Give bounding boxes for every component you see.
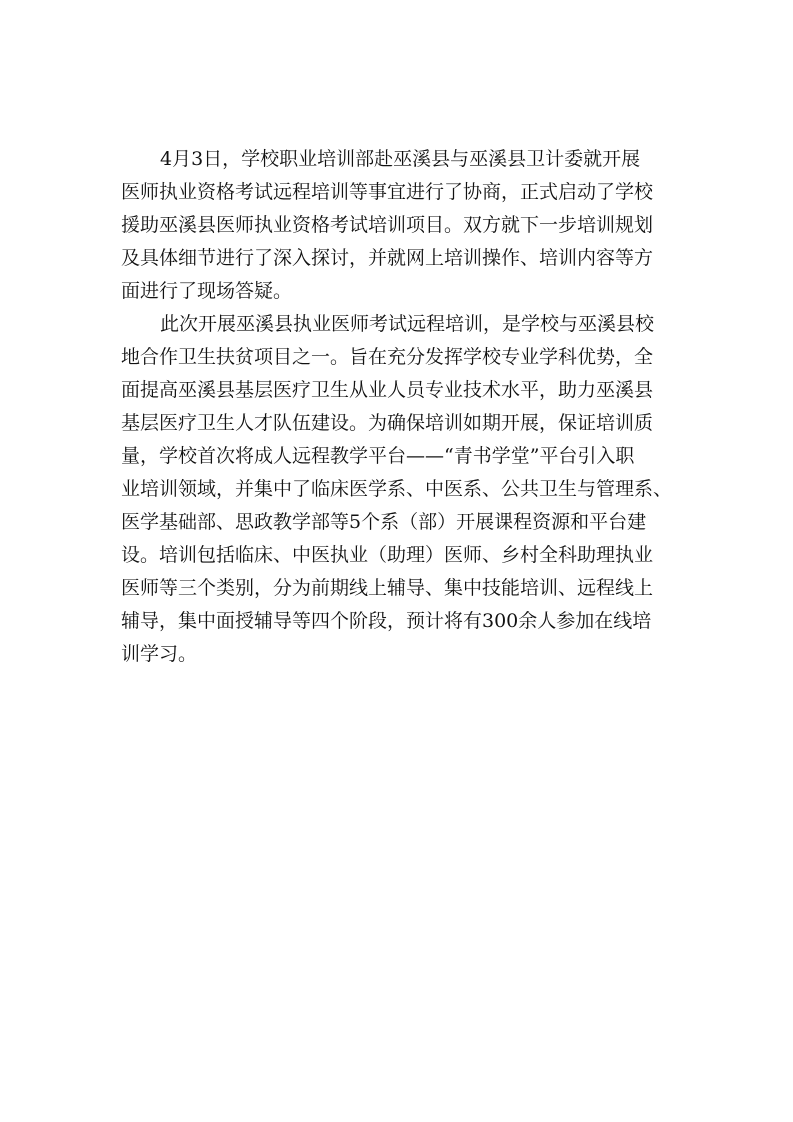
paragraph-line: 量，学校首次将成人远程教学平台——“青书学堂”平台引入职 (121, 445, 635, 467)
paragraph-line: 基层医疗卫生人才队伍建设。为确保培训如期开展，保证培训质 (121, 412, 654, 434)
paragraph-2 (121, 308, 677, 671)
paragraph-line: 医师等三个类别，分为前期线上辅导、集中技能培训、远程线上 (121, 577, 654, 599)
paragraph-line: 及具体细节进行了深入探讨，并就网上培训操作、培训内容等方 (121, 247, 654, 269)
paragraph-line: 4月3日，学校职业培训部赴巫溪县与巫溪县卫计委就开展 (160, 148, 641, 170)
paragraph-line: 辅导，集中面授辅导等四个阶段，预计将有300余人参加在线培 (121, 610, 652, 632)
paragraph-line: 医师执业资格考试远程培训等事宜进行了协商，正式启动了学校 (121, 181, 654, 203)
paragraph-line: 援助巫溪县医师执业资格考试培训项目。双方就下一步培训规划 (121, 214, 654, 236)
document-body (121, 143, 677, 671)
paragraph-line: 地合作卫生扶贫项目之一。旨在充分发挥学校专业学科优势，全 (121, 346, 654, 368)
paragraph-line: 此次开展巫溪县执业医师考试远程培训，是学校与巫溪县校 (160, 313, 655, 335)
paragraph-line: 设。培训包括临床、中医执业（助理）医师、乡村全科助理执业 (121, 544, 654, 566)
paragraph-line: 面进行了现场答疑。 (121, 280, 293, 302)
paragraph-1 (121, 143, 677, 308)
paragraph-line: 业培训领域，并集中了临床医学系、中医系、公共卫生与管理系、 (121, 478, 673, 500)
paragraph-line: 医学基础部、思政教学部等5个系（部）开展课程资源和平台建 (121, 511, 647, 533)
paragraph-line: 训学习。 (121, 643, 198, 665)
paragraph-line: 面提高巫溪县基层医疗卫生从业人员专业技术水平，助力巫溪县 (121, 379, 654, 401)
